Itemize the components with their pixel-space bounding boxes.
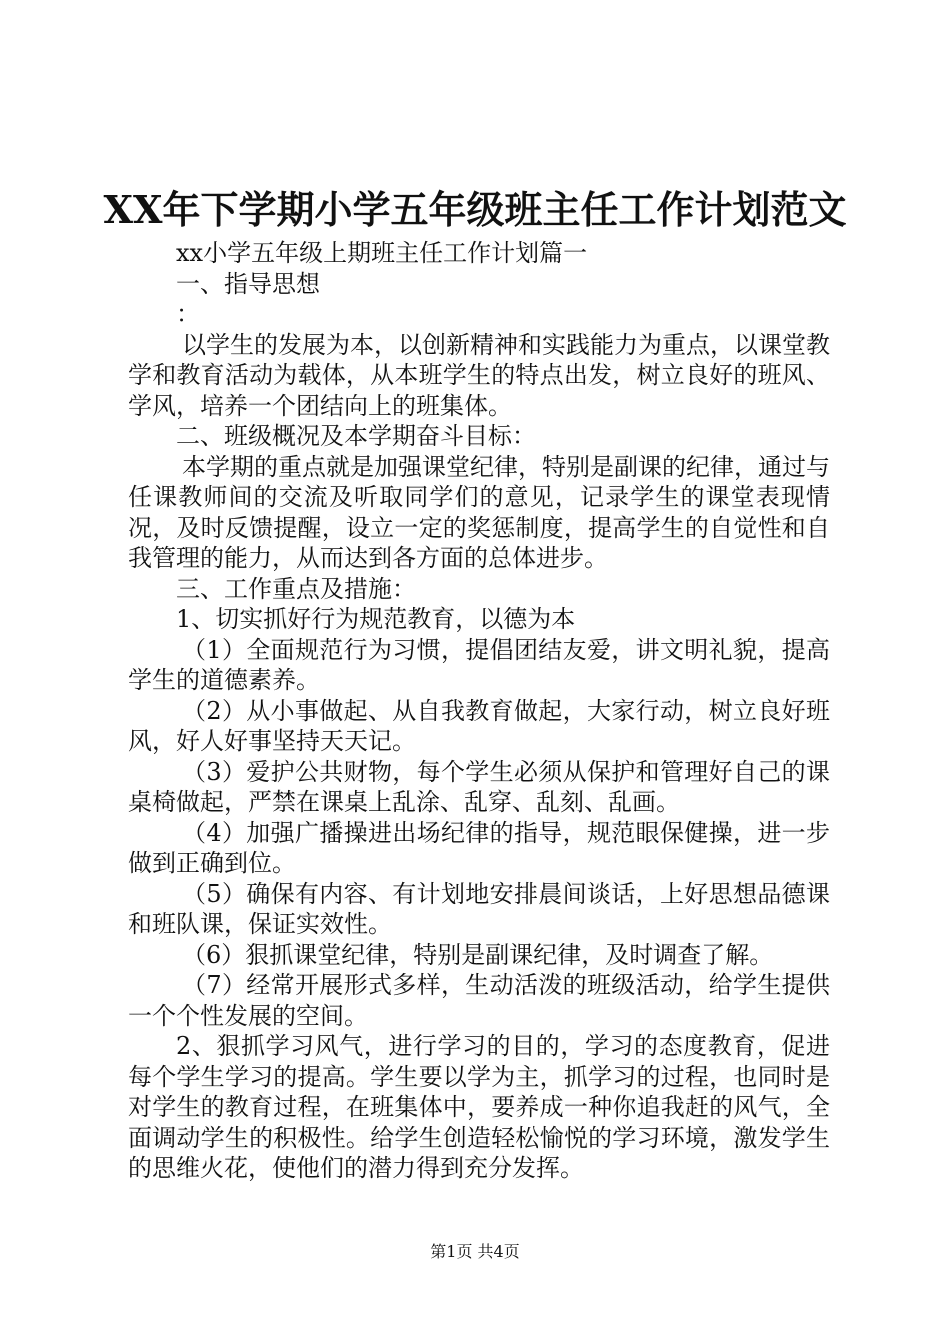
paragraph-subitem-5: （5）确保有内容、有计划地安排晨间谈话，上好思想品德课和班队课，保证实效性。 (128, 879, 830, 938)
document-title: XX年下学期小学五年级班主任工作计划范文 (103, 187, 847, 232)
paragraph-guiding-thought: 以学生的发展为本，以创新精神和实践能力为重点，以课堂教学和教育活动为载体，从本班学生的特点出发，树立良好的班风、学风，培养一个团结向上的班集体。 (128, 330, 830, 420)
paragraph-heading-2: 二、班级概况及本学期奋斗目标： (176, 422, 536, 450)
paragraph-colon: ： (176, 300, 200, 328)
paragraph-heading-1: 一、指导思想 (176, 269, 320, 298)
paragraph-subitem-2: （2）从小事做起、从自我教育做起，大家行动，树立良好班风，好人好事坚持天天记。 (128, 696, 830, 755)
paragraph-subitem-4: （4）加强广播操进出场纪律的指导，规范眼保健操，进一步做到正确到位。 (128, 818, 830, 877)
paragraph-subitem-7: （7）经常开展形式多样，生动活泼的班级活动，给学生提供一个个性发展的空间。 (128, 971, 830, 1030)
document-body (128, 238, 830, 1184)
paragraph-subitem-1: （1）全面规范行为习惯，提倡团结友爱，讲文明礼貌，提高学生的道德素养。 (128, 635, 830, 694)
paragraph-item-1: 1、切实抓好行为规范教育，以德为本 (176, 605, 576, 633)
page-footer: 第1页 共4页 (430, 1242, 520, 1261)
paragraph-subtitle: xx小学五年级上期班主任工作计划篇一 (176, 239, 588, 267)
paragraph-item-2: 2、狠抓学习风气，进行学习的目的，学习的态度教育，促进每个学生学习的提高。学生要以学为主，抓学习的过程，也同时是对学生的教育过程，在班集体中，要养成一种你追我赶的风气，全面调动学生的积极性。给学生创造轻松愉悦的学习环境，激发学生的思维火花，使他们的潜力得到充分发挥。 (128, 1032, 830, 1182)
paragraph-class-goals: 本学期的重点就是加强课堂纪律，特别是副课的纪律，通过与任课教师间的交流及听取同学们的意见，记录学生的课堂表现情况，及时反馈提醒，设立一定的奖惩制度，提高学生的自觉性和自我管理的能力，从而达到各方面的总体进步。 (128, 452, 830, 572)
paragraph-subitem-3: （3）爱护公共财物，每个学生必须从保护和管理好自己的课桌椅做起，严禁在课桌上乱涂、乱穿、乱刻、乱画。 (128, 757, 830, 816)
paragraph-heading-3: 三、工作重点及措施： (176, 574, 416, 603)
paragraph-subitem-6: （6）狠抓课堂纪律，特别是副课纪律，及时调查了解。 (182, 940, 774, 969)
